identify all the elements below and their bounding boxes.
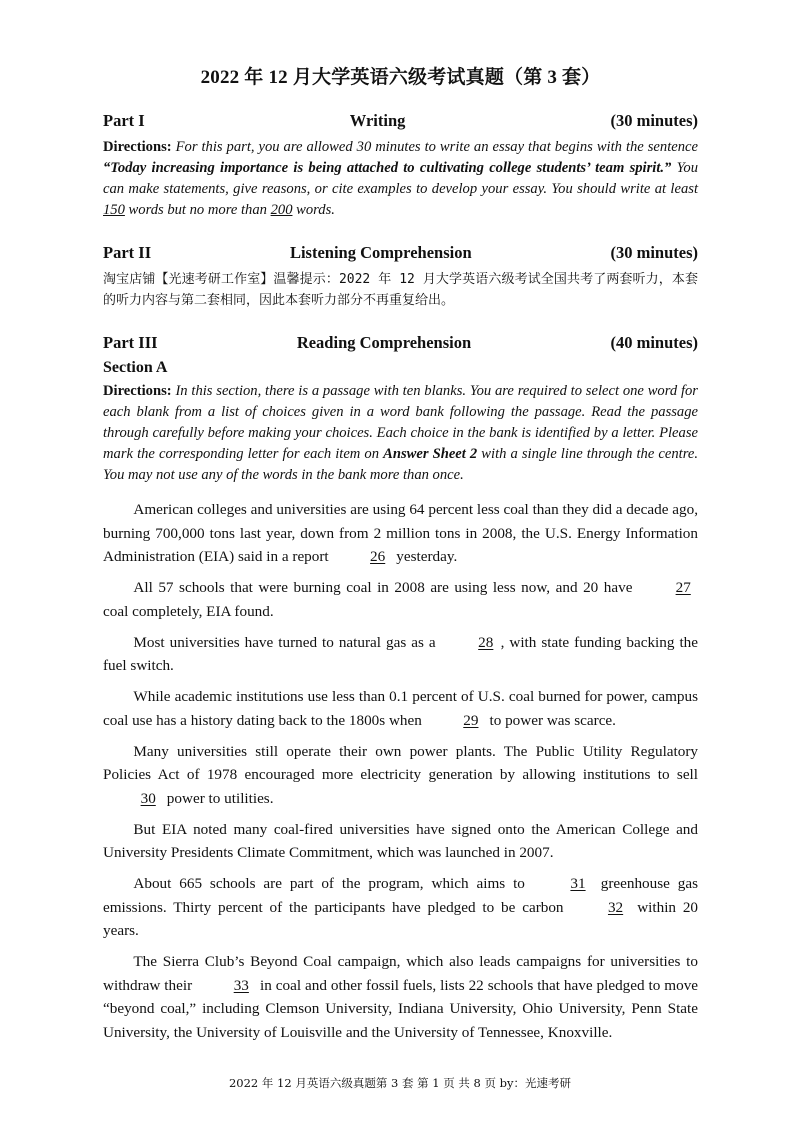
paragraph-text: Most universities have turned to natural gas as a: [133, 633, 436, 651]
passage-paragraph-7: [103, 872, 698, 943]
paragraph-text: All 57 schools that were burning coal in 2008 are using less now, and 20 have: [133, 579, 633, 596]
paragraph-text: While academic institutions use less than 0.1 percent of U.S. coal burned for power, campus coal use has a history dating back to the 1800s when: [103, 688, 698, 729]
part3-header: [103, 333, 698, 353]
page-title: 2022 年 12 月大学英语六级考试真题（第 3 套）: [200, 67, 601, 88]
blank-30: 30: [140, 789, 156, 807]
max-words: 200: [270, 202, 293, 218]
paragraph-text: , with state funding backing the fuel switch.: [103, 633, 698, 674]
part1-header: [103, 111, 698, 131]
section-a-heading: Section A: [103, 359, 168, 376]
part1-time: (30 minutes): [610, 111, 698, 130]
paragraph-text: The Sierra Club’s Beyond Coal campaign, which also leads campaigns for universities to withdraw their: [103, 953, 698, 994]
answer-sheet-ref: Answer Sheet 2: [383, 446, 478, 462]
directions-text: words but no more than: [128, 202, 267, 218]
passage-paragraph-3: [103, 631, 698, 678]
paragraph-text: greenhouse gas emissions. Thirty percent of the participants have pledged to be carbon: [103, 875, 699, 916]
directions-text: You can make statements, give reasons, or cite examples to develop your essay. You should write at least: [103, 160, 698, 197]
passage-paragraph-1: [103, 498, 698, 569]
part3-time: (40 minutes): [610, 333, 698, 352]
listening-note: 淘宝店铺【光速考研工作室】温馨提示：2022 年 12 月大学英语六级考试全国共考了两套听力，本套的听力内容与第二套相同，因此本套听力部分不再重复给出。: [103, 272, 698, 308]
passage-paragraph-6: But EIA noted many coal-fired universities have signed onto the American College and University Presidents Climate Commitment, which was launched in 2007.: [103, 820, 698, 861]
blank-33: 33: [233, 976, 249, 994]
part3-directions: [103, 381, 698, 486]
directions-label: Directions:: [103, 139, 172, 155]
paragraph-text: Many universities still operate their own power plants. The Public Utility Regulatory Policies Act of 1978 encouraged more electricity generation by allowing institutions to sell: [103, 742, 698, 783]
directions-text: words.: [296, 202, 335, 218]
part2-name: Listening Comprehension: [289, 243, 472, 262]
blank-27: 27: [675, 579, 691, 596]
part3-label: Part III: [103, 333, 158, 352]
min-words: 150: [103, 202, 125, 218]
part1-label: Part I: [103, 111, 145, 130]
passage-paragraph-5: [103, 740, 698, 811]
passage-paragraph-4: [103, 685, 698, 732]
directions-text: with a single line through the centre. You may not use any of the words in the bank more than once.: [103, 446, 698, 483]
paragraph-text: to power was scarce.: [489, 711, 616, 729]
paragraph-text: in coal and other fossil fuels, lists 22 schools that have pledged to move “beyond coal,” including Clemson University, Indiana University, Ohio University, Penn State University, the University of Louisville and the University of Tennessee, Knoxville.: [103, 976, 699, 1041]
blank-32: 32: [607, 898, 624, 916]
blank-28: 28: [478, 633, 494, 651]
passage-paragraph-8: [103, 950, 698, 1044]
directions-text: For this part, you are allowed 30 minutes to write an essay that begins with the sentence: [175, 139, 698, 155]
paragraph-text: coal completely, EIA found.: [103, 602, 274, 620]
part3-name: Reading Comprehension: [296, 333, 472, 352]
part2-header: [103, 243, 698, 263]
paragraph-text: About 665 schools are part of the program, which aims to: [133, 875, 525, 892]
directions-text: In this section, there is a passage with ten blanks. You are required to select one word for each blank from a list of choices given in a word bank following the passage. Read the passage through carefully before making your choices. Each choice in the bank is identified by a letter. Please mark the corresponding letter for each item on: [103, 383, 698, 462]
paragraph-text: within 20 years.: [103, 898, 699, 939]
paragraph-text: power to utilities.: [166, 789, 274, 807]
passage-paragraph-2: [103, 576, 698, 623]
directions-label: Directions:: [103, 383, 172, 399]
part2-label: Part II: [103, 243, 152, 262]
essay-prompt: “Today increasing importance is being attached to cultivating college students’ team spirit.”: [103, 160, 672, 176]
part1-directions: [103, 137, 698, 221]
paragraph-text: yesterday.: [396, 548, 458, 565]
part2-time: (30 minutes): [610, 243, 698, 262]
blank-29: 29: [463, 711, 479, 729]
page-footer: 2022 年 12 月英语六级真题第 3 套 第 1 页 共 8 页 by：光速考研: [228, 1076, 572, 1090]
part1-name: Writing: [349, 111, 406, 130]
blank-26: 26: [370, 548, 386, 565]
exam-page: [103, 62, 698, 1052]
paragraph-text: American colleges and universities are using 64 percent less coal than they did a decade ago, burning 700,000 tons last year, down from 2 million tons in 2008, the U.S. Energy Information Administration (EIA) said in a report: [103, 501, 698, 565]
blank-31: 31: [570, 875, 586, 892]
